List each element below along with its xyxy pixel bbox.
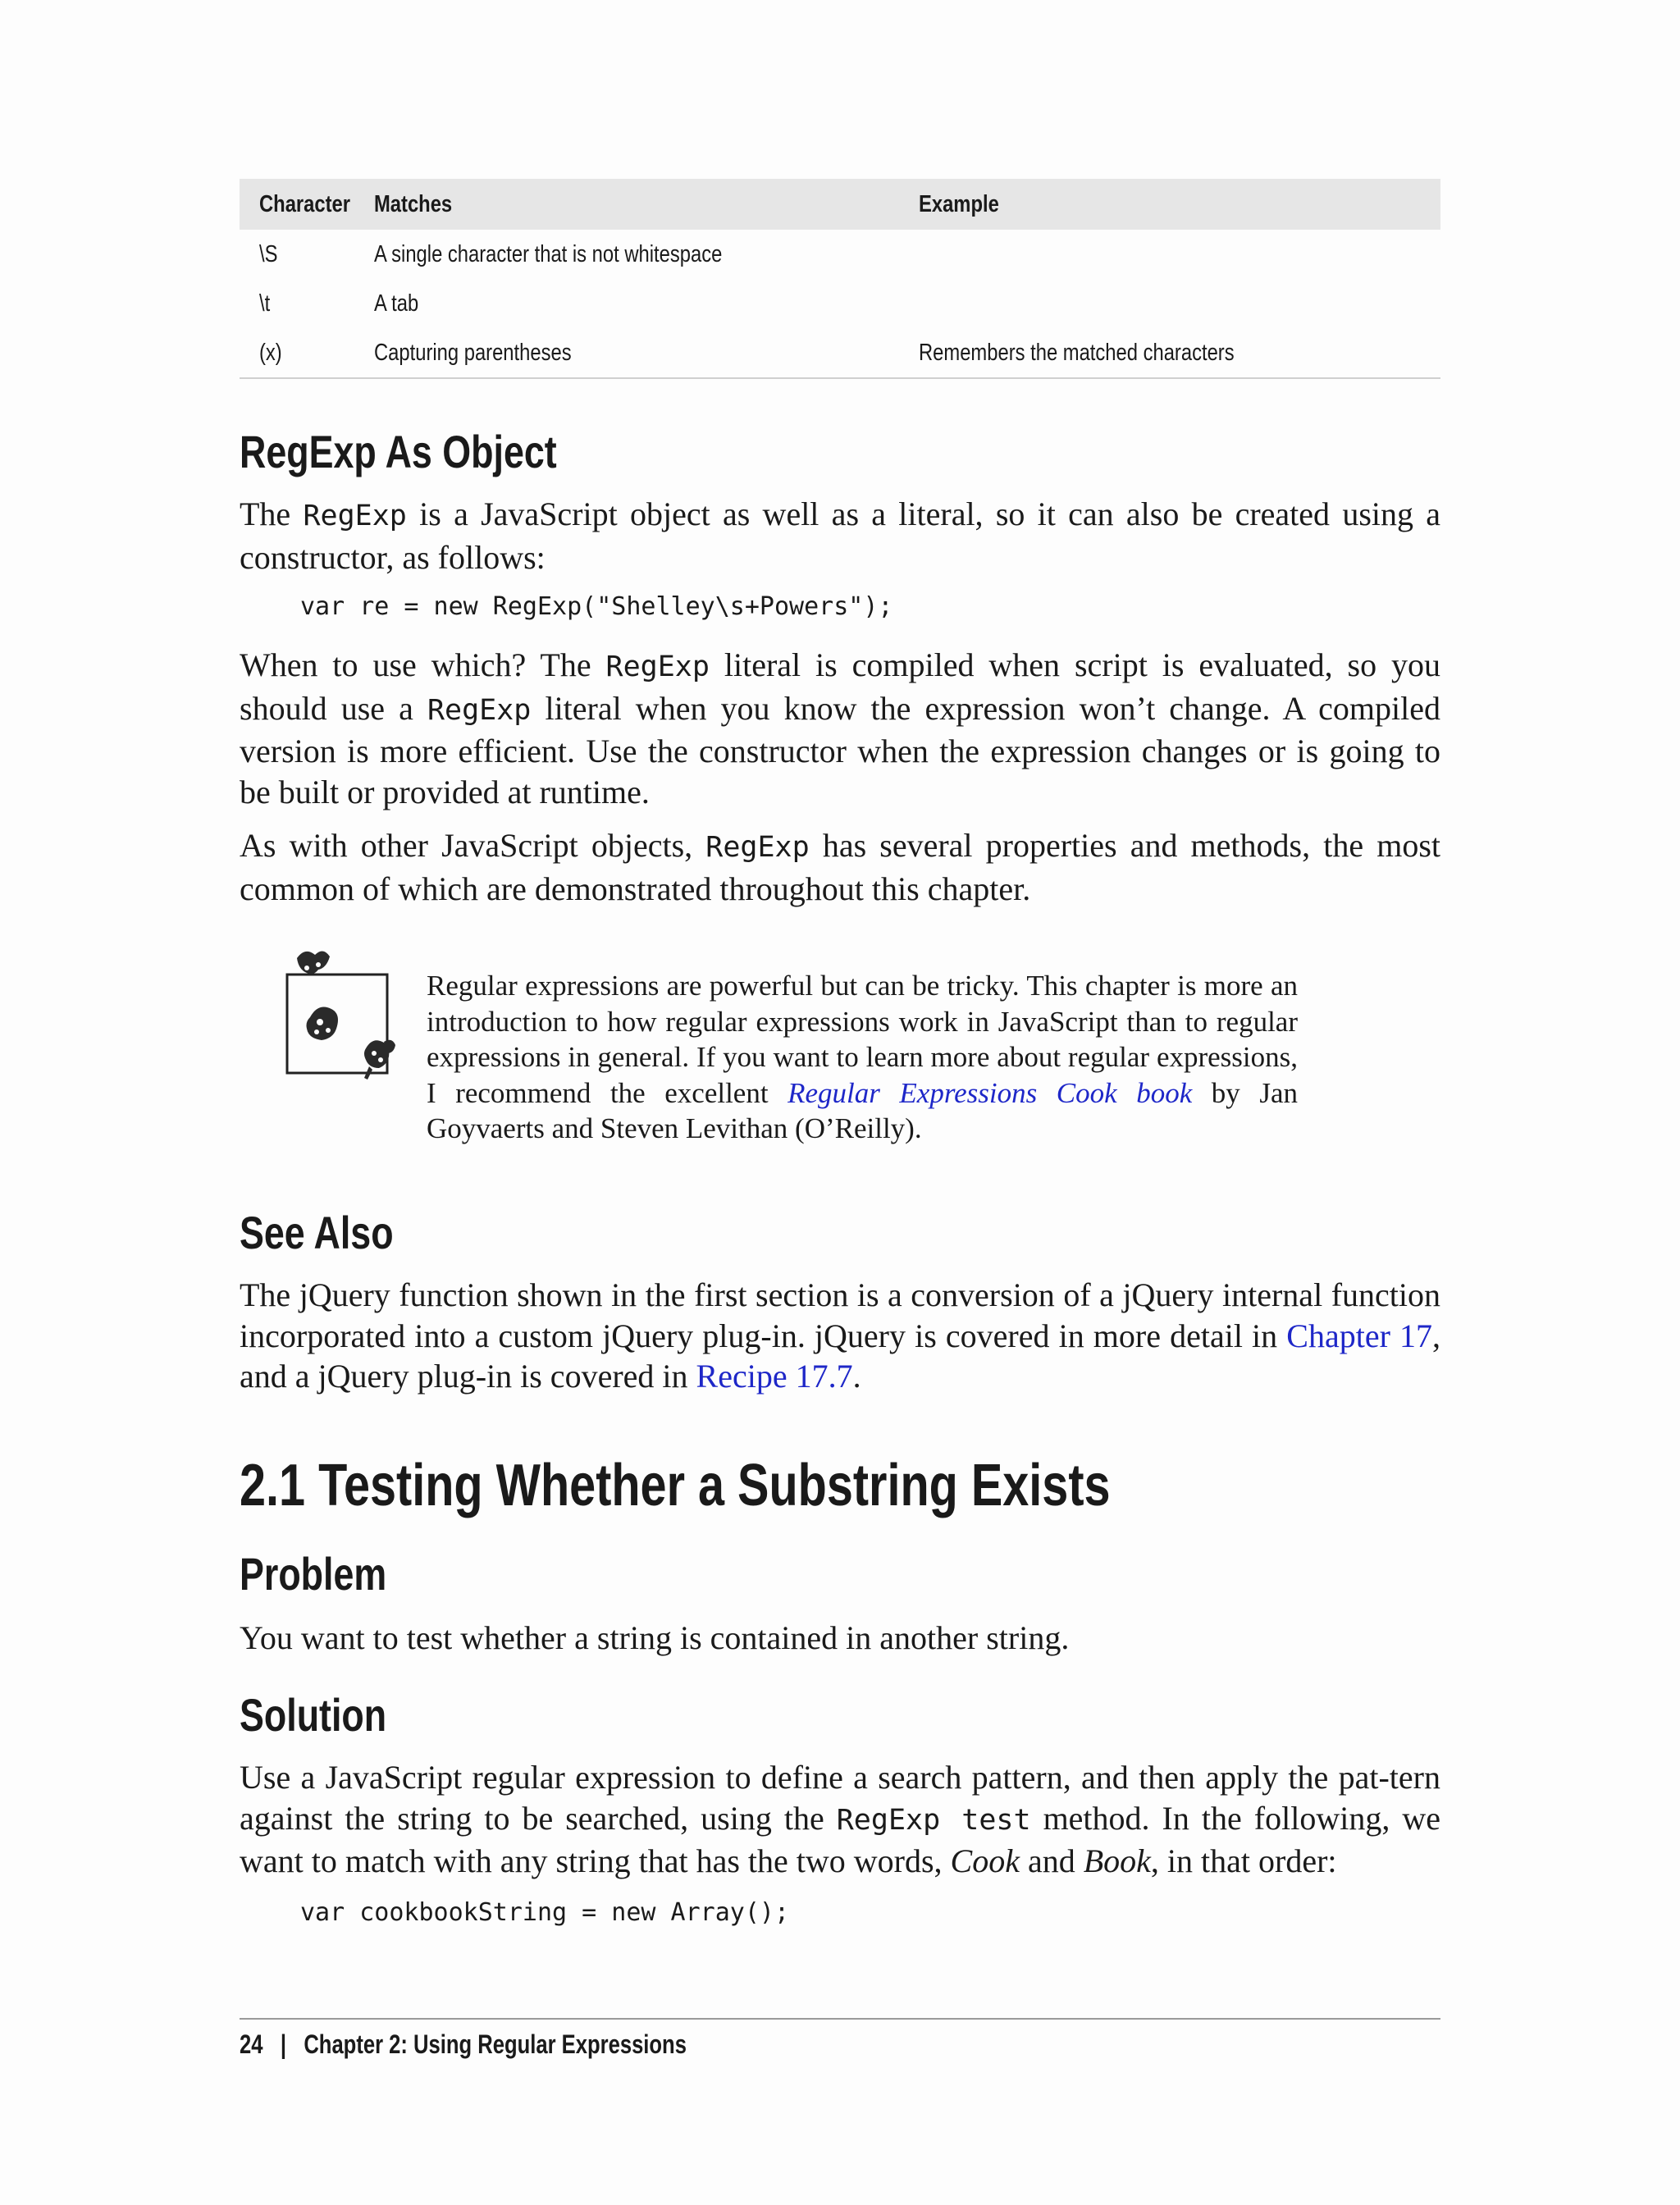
regexp-paragraph-1: The RegExp is a JavaScript object as well as a literal, so it can also be created using a constructor, as follows:: [240, 495, 1441, 576]
inline-code: RegExp test: [836, 1803, 1031, 1837]
table-cell: [919, 230, 1440, 279]
section-heading-regexp: RegExp As Object: [240, 426, 557, 477]
problem-text: You want to test whether a string is contained in another string.: [240, 1619, 1070, 1656]
table-row: [240, 279, 1440, 328]
code-block-regexp-constructor: var re = new RegExp("Shelley\s+Powers");: [300, 592, 893, 621]
chapter-17-link[interactable]: Chapter 17: [1286, 1317, 1433, 1354]
table-cell: \S: [259, 240, 278, 267]
see-also-paragraph: The jQuery function shown in the first section is a conversion of a jQuery internal function incorporated into a custom jQuery plug-in. jQuery is covered in more detail in Chapter 17, and a jQuery plug-in is covered in Recipe 17.7.: [240, 1276, 1441, 1395]
table-row: [240, 230, 1440, 279]
page-number: 24: [240, 2029, 263, 2059]
problem-heading: Problem: [240, 1548, 387, 1600]
table-header-row: [240, 179, 1440, 230]
inline-code: RegExp: [705, 831, 810, 864]
inline-code: RegExp: [427, 693, 532, 727]
solution-paragraph: Use a JavaScript regular expression to define a search pattern, and then apply the pat-tern against the string to be searched, using the RegExp test method. In the following, we want to match with any string that has the two words, Cook and Book, in that order:: [240, 1759, 1440, 1879]
recipe-title: 2.1 Testing Whether a Substring Exists: [240, 1453, 1111, 1518]
table-cell: A tab: [374, 290, 419, 317]
table-cell: [919, 279, 1440, 328]
tip-bird-icon: [277, 943, 402, 1084]
inline-code: RegExp: [303, 500, 407, 532]
regexp-paragraph-3: As with other JavaScript objects, RegExp has several properties and methods, the most common of which are demonstrated throughout this chapter.: [240, 827, 1440, 907]
table-cell: Capturing parentheses: [374, 328, 919, 378]
table-cell: \t: [259, 290, 271, 317]
recipe-17-7-link[interactable]: Recipe 17.7: [696, 1358, 853, 1395]
note-text: Regular expressions are powerful but can be tricky. This chapter is more an introduction to how regular expressions work in JavaScript than to regular expressions in general. If you want to learn more about regular expressions, I recommend the excellent Regular Expressions Cook book by Jan Goyvaerts and Steven Levithan (O’Reilly).: [427, 970, 1299, 1144]
table-header-cell: Example: [919, 179, 1440, 230]
table-row: [240, 328, 1440, 378]
table-cell: A single character that is not whitespace: [374, 240, 723, 267]
chapter-title: Chapter 2: Using Regular Expressions: [304, 2029, 687, 2059]
table-header-cell: Matches: [374, 179, 919, 230]
inline-code: RegExp: [605, 651, 710, 683]
table-cell: (x): [240, 328, 374, 378]
book-link[interactable]: Regular Expressions Cook book: [788, 1076, 1193, 1109]
footer-divider: [240, 2018, 1440, 2020]
footer-separator: |: [280, 2029, 286, 2059]
regex-character-table: [240, 179, 1440, 379]
table-header-cell: Character: [240, 179, 374, 230]
page-footer: [240, 2029, 798, 2060]
table-cell: Remembers the matched characters: [919, 328, 1440, 378]
solution-heading: Solution: [240, 1689, 387, 1741]
code-block-cookbook: var cookbookString = new Array();: [300, 1898, 790, 1927]
section-heading-see-also: See Also: [240, 1207, 394, 1258]
regexp-paragraph-2: When to use which? The RegExp literal is compiled when script is evaluated, so you should use a RegExp literal when you know the expression won’t change. A compiled version is more efficient. Use the constructor when the expression changes or is going to be built or provided at runtime.: [240, 646, 1440, 810]
